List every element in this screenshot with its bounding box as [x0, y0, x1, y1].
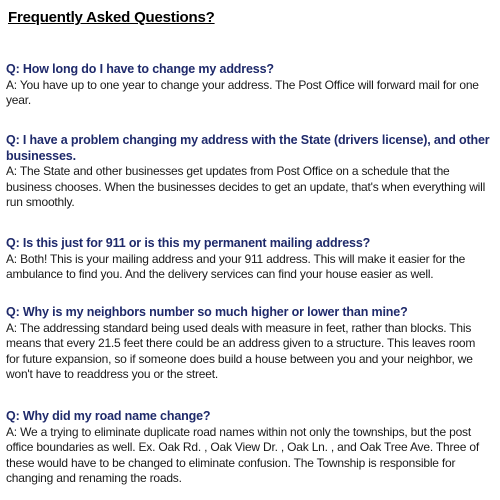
faq-page: [6, 8, 490, 28]
faq-answer: A: We a trying to eliminate duplicate road names within not only the townships, but the post office boundaries as well. Ex. Oak Rd. , Oak View Dr. , Oak Ln. , and Oak Tree Ave. Three of these would have to be changed to eliminate confusion. The Township is responsible for changing and renaming the roads.: [6, 424, 479, 485]
faq-item-3: [6, 236, 490, 283]
faq-answer: A: The addressing standard being used deals with measure in feet, rather than blocks. This means that every 21.5 feet there could be an address given to a structure. This leaves room for future expansion, so if someone does build a house between you and your neighbor, we won't have to readdress you or the street.: [6, 320, 476, 381]
faq-item-4: [6, 305, 490, 383]
page-title: Frequently Asked Questions?: [8, 9, 215, 26]
faq-item-2: [6, 133, 490, 211]
faq-question: Q: Is this just for 911 or is this my permanent mailing address?: [6, 236, 371, 250]
faq-item-5: [6, 409, 490, 487]
faq-answer: A: The State and other businesses get updates from Post Office on a schedule that the business chooses. When the businesses decides to get an update, that's when everything will run smoothly.: [6, 164, 486, 209]
faq-question: Q: Why is my neighbors number so much higher or lower than mine?: [6, 305, 408, 319]
faq-question: Q: I have a problem changing my address with the State (drivers license), and other businesses.: [6, 133, 490, 163]
faq-item-1: [6, 62, 490, 109]
faq-question: Q: How long do I have to change my address?: [6, 62, 274, 76]
faq-answer: A: Both! This is your mailing address and your 911 address. This will make it easier for the ambulance to find you. And the delivery services can find your house easier as well.: [6, 251, 466, 281]
faq-answer: A: You have up to one year to change your address. The Post Office will forward mail for one year.: [6, 77, 479, 107]
faq-question: Q: Why did my road name change?: [6, 409, 211, 423]
